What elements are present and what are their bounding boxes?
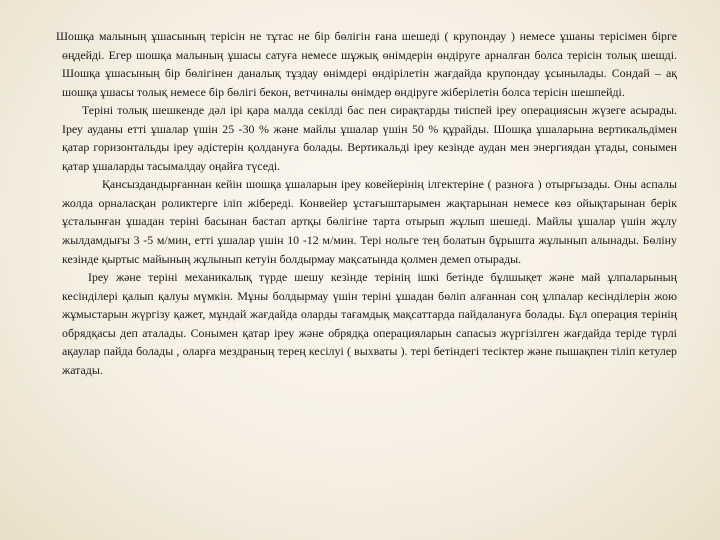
paragraph-skinning-options: Шошқа малының ұшасының терісін не тұтас не бір бөлігін ғана шешеді ( крупондау ) немесе ұшаны терісімен бірге өңдейді. Егер шошқа малының ұшасы сатуға немесе шұжық өнімдерін өндіруге арналған болса терісін толық шешді. Шошқа ұшасының бір бөлігінен даналық тұздау өнімдері өндірілетін жағдайда крупондау ұсынылады. Сондай – ақ шошқа ұшасы толық немесе бір бөлігі бекон, ветчиналы өнімдер өндіруге жіберілетін болса терісін шешпейді. <box>56 29 677 99</box>
body-text <box>56 27 677 379</box>
paragraph-conveyor-process: Қансыздандырғаннан кейін шошқа ұшаларын іреу ковейерінің ілгектеріне ( разноға ) отырғызады. Оны аспалы жолда орналасқан роликтерге іліп жібереді. Конвейер ұстағыштарымен жақтарынан немесе көз ойықтарынан берік ұсталынған ұшадан терінi басынан бастап артқы бөлігіне тарта отырып жұлып шешеді. Майлы ұшалар үшін жұлу жылдамдығы 3 -5 м/мин, етті ұшалар үшін 10 -12 м/мин. Тері нольге тең болатын бұрышта жұлынып алынады. Бөліну кезінде қыртыс майының жұлынып кетуін болдырмау мақсатында қолмен демеп отырады. <box>62 177 677 266</box>
paragraph-hide-defects: Іреу және терінi механикалық түрде шешу кезінде терінің ішкі бетінде бұлшықет және май ұлпаларының кесінділері қалып қалуы мүмкін. Мұны болдырмау үшін терінi ұшадан бөліп алғаннан соң ұлпалар кесінділерін жою жұмыстарын жүргізу қажет, мұндай жағдайда оларды тағамдық мақсаттарда пайдалануға болады. Бұл операция терінің обрядқасы деп аталады. Сонымен қатар іреу және обрядқа операцияларын сапасыз жүргізілген жағдайда терiде түрлі ақаулар пайда болады , оларға мездраның терең кесілуі ( выхваты ). тері бетіндегі тесіктер және пышақпен тіліп кетулер жатады. <box>62 270 677 377</box>
paragraph-full-skinning: Терінi толық шешкенде дәл ірі қара малда секілді бас пен сирақтарды тиіспей іреу операциясын жүзеге асырады. Іреу ауданы етті ұшалар үшін 25 -30 % және майлы ұшалар үшін 50 % құрайды. Шошқа ұшаларына вертикальдімен қатар горизонтальды іреу әдістерін қолдануға болады. Вертикальді іреу кезінде аудан мен энергиядан ұтады, сонымен қатар ұшаларды тасымалдау оңайға түседі. <box>62 103 677 173</box>
